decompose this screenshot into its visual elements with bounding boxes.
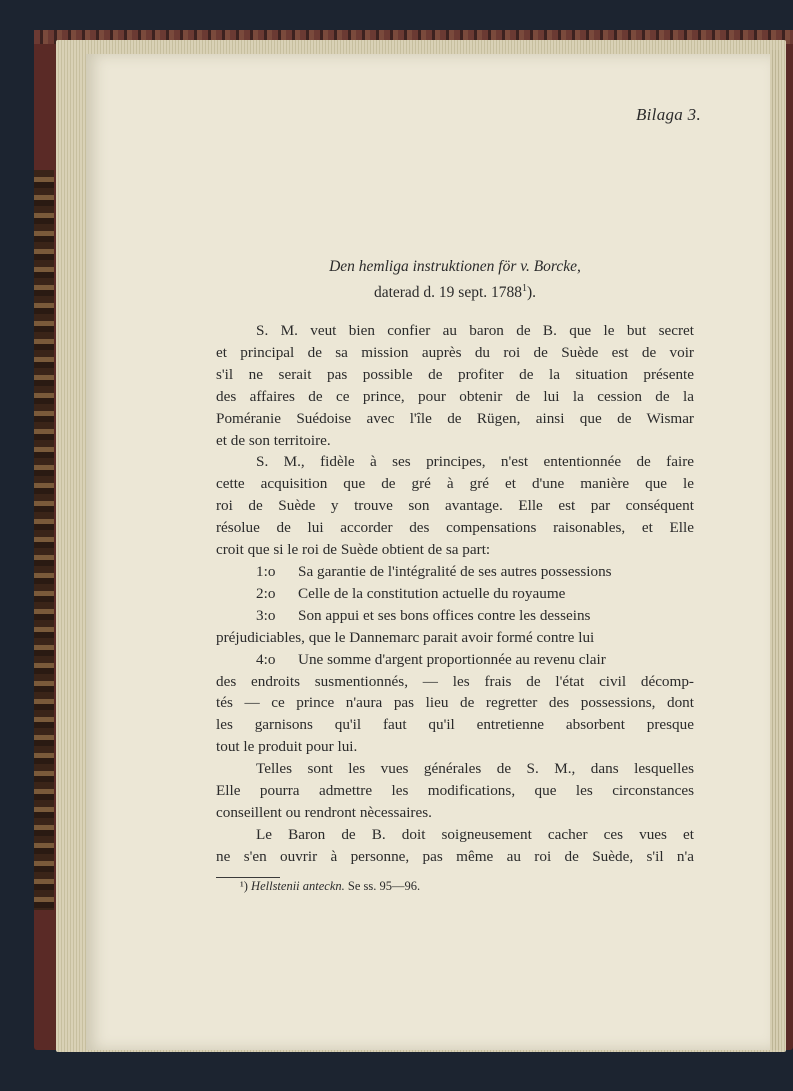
text-line: ne s'en ouvrir à personne, pas même au roi de Suède, s'il n'a — [216, 847, 694, 865]
footnote-rule — [216, 877, 280, 878]
title-footnote-mark: 1 — [522, 283, 528, 294]
list-item — [216, 561, 694, 583]
text-line: croit que si le roi de Suède obtient de sa part: — [216, 541, 491, 559]
text-line: tout le produit pour lui. — [216, 738, 358, 756]
paragraph-2 — [216, 451, 694, 561]
book-spine — [34, 170, 54, 910]
list-text: Son appui et ses bons offices contre les desseins — [298, 606, 591, 624]
text-line: et principal de sa mission auprès du roi de Suède est de voir — [216, 343, 694, 361]
text-line: cette acquisition que de gré à gré et d'une manière que le — [216, 475, 694, 493]
list-number: 2:o — [256, 584, 276, 602]
text-line: conseillent ou rendront nècessaires. — [216, 803, 432, 821]
text-line: et de son territoire. — [216, 431, 331, 449]
text-line: Telles sont les vues générales de S. M., dans lesquelles — [256, 760, 694, 778]
list-item — [216, 583, 694, 605]
text-line: Le Baron de B. doit soigneusement cacher ces vues et — [256, 825, 694, 843]
list-number: 4:o — [256, 650, 276, 668]
paragraph-4 — [216, 824, 694, 868]
text-line: des endroits susmentionnés, — les frais de l'état civil décomp- — [216, 672, 694, 690]
list-text: Une somme d'argent proportionnée au revenu clair — [298, 650, 606, 668]
text-line: Poméranie Suédoise avec l'île de Rügen, ainsi que de Wismar — [216, 409, 694, 427]
title-date: daterad d. 19 sept. 1788 — [373, 284, 523, 302]
list-item — [216, 605, 694, 627]
text-line: les garnisons qu'il faut qu'il entretienne absorbent presque — [216, 716, 694, 734]
paragraph-3 — [216, 758, 694, 824]
title-line-2 — [216, 278, 694, 304]
list-text: Celle de la constitution actuelle du royaume — [298, 584, 566, 602]
text-line: S. M. veut bien confier au baron de B. que le but secret — [256, 322, 694, 339]
text-line: tés — ce prince n'aura pas lieu de regretter des possessions, dont — [216, 694, 694, 712]
list-item — [216, 649, 694, 671]
body-text — [216, 320, 694, 868]
running-head: Bilaga 3. — [635, 105, 701, 124]
text-line: Elle pourra admettre les modifications, que les circonstances — [216, 782, 694, 800]
text-line: résolue de lui accorder des compensations raisonables, et Elle — [216, 519, 694, 537]
footnote-reference: Se ss. 95—96. — [347, 879, 421, 893]
text-line: préjudiciables, que le Dannemarc parait avoir formé contre lui — [216, 628, 595, 646]
page-right-edge — [770, 50, 780, 1050]
list-text: Sa garantie de l'intégralité de ses autres possessions — [298, 562, 612, 580]
title-line-2-end: ). — [527, 284, 537, 302]
numbered-list — [216, 561, 694, 758]
list-number: 3:o — [256, 606, 276, 624]
document-title — [216, 256, 694, 304]
footnote-mark: ¹) — [240, 879, 248, 893]
title-line-1: Den hemliga instruktionen för v. Borcke, — [329, 258, 581, 275]
footnote — [240, 879, 420, 894]
paragraph-1 — [216, 320, 694, 451]
text-line: roi de Suède y trouve son avantage. Elle est par conséquent — [216, 497, 694, 515]
text-line: S. M., fidèle à ses principes, n'est ententionnée de faire — [256, 453, 694, 471]
footnote-source: Hellstenii anteckn. — [251, 879, 345, 893]
list-number: 1:o — [256, 562, 276, 580]
text-line: des affaires de ce prince, pour obtenir de lui la cession de la — [216, 387, 694, 405]
text-line: s'il ne serait pas possible de profiter de la situation présente — [216, 365, 694, 383]
